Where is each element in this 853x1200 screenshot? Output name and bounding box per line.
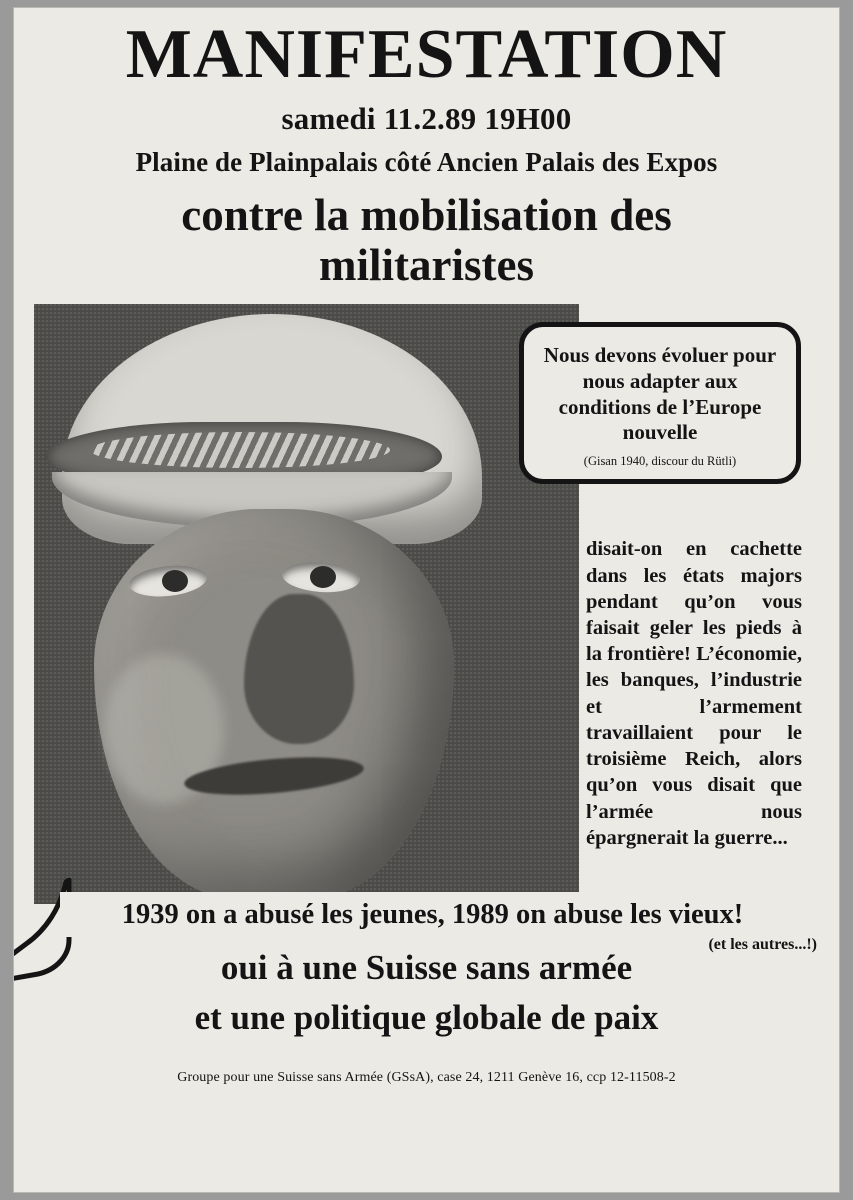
banner-slogan: 1939 on a abusé les jeunes, 1989 on abuse les vieux! (60, 892, 805, 937)
cause-line-2: militaristes (319, 239, 534, 290)
banner-note: (et les autres...!) (708, 936, 817, 954)
event-location: Plaine de Plainpalais côté Ancien Palais des Expos (135, 146, 718, 177)
poster (14, 8, 839, 1192)
cause-line-1: contre la mobilisation des (181, 189, 672, 240)
page-title: MANIFESTATION (125, 16, 728, 93)
closing-slogan (14, 946, 839, 1040)
cause-heading (14, 190, 839, 291)
nose (244, 594, 354, 744)
speech-bubble (519, 322, 801, 483)
event-date: samedi 11.2.89 19H00 (281, 100, 572, 136)
slogan-line-1: oui à une Suisse sans armée (220, 948, 633, 988)
body-paragraph: disait-on en cachette dans les états majors pendant qu’on vous faisait geler les pieds à la frontière! L’économie, les banques, l’industrie et l’armement travaillaient pour le troisième Reich, alors qu’on vous disait que l’armée nous épargnerait la guerre... (586, 538, 802, 849)
speech-bubble-text: Nous devons évoluer pour nous adapter aux conditions de l’Europe nouvelle (543, 343, 777, 445)
middle-section (14, 304, 839, 954)
footer-organization: Groupe pour une Suisse sans Armée (GSsA), case 24, 1211 Genève 16, ccp 12-11508-2 (177, 1069, 676, 1085)
speech-bubble-credit: (Gisan 1940, discour du Rütli) (583, 453, 737, 468)
slogan-line-2: et une politique globale de paix (194, 998, 659, 1038)
officer-photo (34, 304, 579, 904)
body-text-column (586, 536, 802, 851)
